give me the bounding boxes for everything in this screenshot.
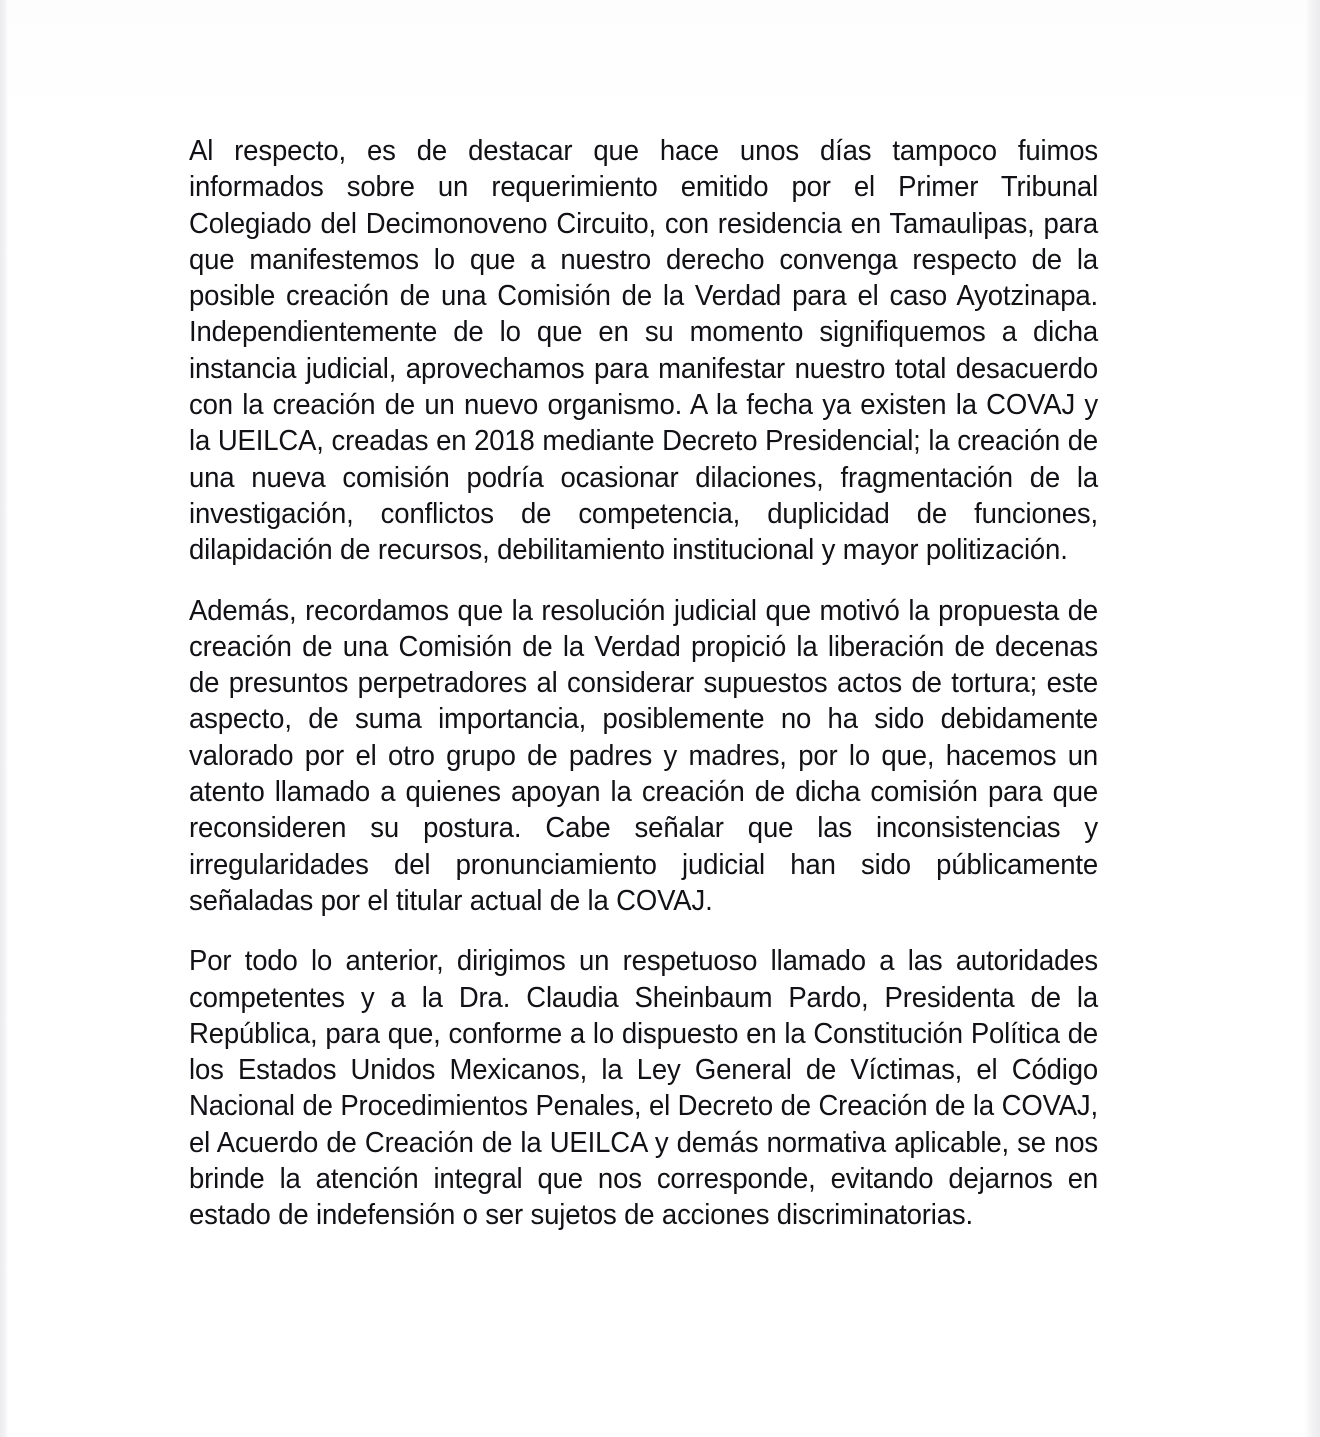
page-right-edge-shadow [1304, 0, 1320, 1437]
paragraph-3: Por todo lo anterior, dirigimos un respetuoso llamado a las autoridades competentes y a la Dra. Claudia Sheinbaum Pardo, Presidenta de la República, para que, conforme a lo dispuesto en la Constitución Política de los Estados Unidos Mexicanos, la Ley General de Víctimas, el Código Nacional de Procedimientos Penales, el Decreto de Creación de la COVAJ, el Acuerdo de Creación de la UEILCA y demás normativa aplicable, se nos brinde la atención integral que nos corresponde, evitando dejarnos en estado de indefensión o ser sujetos de acciones discriminatorias. [189, 945, 1099, 1232]
paragraph-2: Además, recordamos que la resolución judicial que motivó la propuesta de creación de una Comisión de la Verdad propició la liberación de decenas de presuntos perpetradores al considerar supuestos actos de tortura; este aspecto, de suma importancia, posiblemente no ha sido debidamente valorado por el otro grupo de padres y madres, por lo que, hacemos un atento llamado a quienes apoyan la creación de dicha comisión para que reconsideren su postura. Cabe señalar que las inconsistencias y irregularidades del pronunciamiento judicial han sido públicamente señaladas por el titular actual de la COVAJ. [189, 594, 1099, 917]
paragraph-1: Al respecto, es de destacar que hace unos días tampoco fuimos informados sobre un requerimiento emitido por el Primer Tribunal Colegiado del Decimonoveno Circuito, con residencia en Tamaulipas, para que manifestemos lo que a nuestro derecho convenga respecto de la posible creación de una Comisión de la Verdad para el caso Ayotzinapa. Independientemente de lo que en su momento signifiquemos a dicha instancia judicial, aprovechamos para manifestar nuestro total desacuerdo con la creación de un nuevo organismo. A la fecha ya existen la COVAJ y la UEILCA, creadas en 2018 mediante Decreto Presidencial; la creación de una nueva comisión podría ocasionar dilaciones, fragmentación de la investigación, conflictos de competencia, duplicidad de funciones, dilapidación de recursos, debilitamiento institucional y mayor politización. [189, 135, 1099, 567]
document-text-column [189, 133, 1131, 1234]
page-left-edge-shadow [0, 0, 9, 1437]
page-top-wash [9, 0, 1304, 120]
